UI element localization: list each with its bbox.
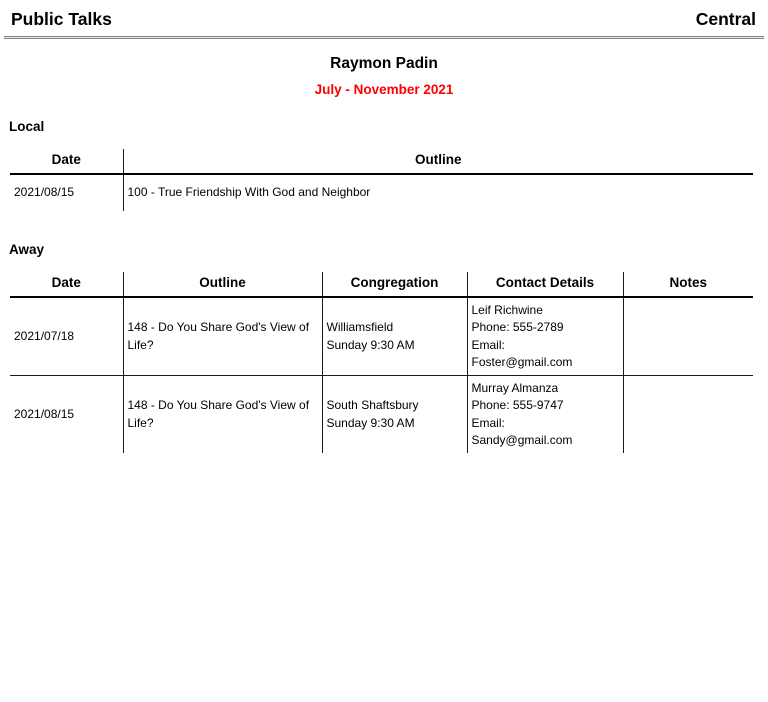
outline-cell: 100 - True Friendship With God and Neighbor	[123, 174, 753, 211]
congregation-name: South Shaftsbury	[326, 398, 419, 412]
contact-email: Sandy@gmail.com	[471, 433, 573, 447]
corner-label: Central	[695, 9, 756, 29]
contact-phone: Phone: 555-2789	[471, 320, 564, 334]
date-cell: 2021/08/15	[14, 185, 75, 200]
contact-details-cell	[467, 297, 623, 376]
meeting-time: Sunday 9:30 AM	[326, 337, 415, 352]
away-header-row	[10, 272, 753, 297]
column-header-date: Date	[10, 149, 123, 174]
speaker-name: Raymon Padin	[330, 55, 438, 72]
table-row	[10, 376, 753, 454]
section-heading-local: Local	[9, 119, 45, 134]
meeting-time: Sunday 9:30 AM	[326, 415, 415, 430]
column-header-congregation: Congregation	[322, 272, 467, 297]
column-header-notes: Notes	[623, 272, 753, 297]
local-header-row	[10, 149, 753, 174]
contact-name: Leif Richwine	[471, 302, 543, 317]
header-divider	[4, 36, 764, 39]
column-header-date: Date	[10, 272, 123, 297]
contact-details-cell	[467, 376, 623, 454]
outline-cell: 148 - Do You Share God's View of Life?	[123, 297, 322, 376]
table-row	[10, 297, 753, 376]
outline-cell: 148 - Do You Share God's View of Life?	[123, 376, 322, 454]
contact-email: Foster@gmail.com	[471, 355, 573, 369]
contact-phone: Phone: 555-9747	[471, 398, 564, 412]
date-range: July - November 2021	[314, 82, 454, 97]
date-cell: 2021/08/15	[10, 376, 123, 454]
date-cell: 2021/07/18	[14, 328, 75, 343]
column-header-outline: Outline	[123, 272, 322, 297]
section-heading-away: Away	[9, 242, 45, 257]
local-talks-table	[10, 149, 753, 211]
document-header	[0, 0, 768, 30]
contact-email-label: Email:	[471, 415, 505, 430]
congregation-name: Williamsfield	[326, 320, 394, 334]
table-row	[10, 174, 753, 211]
notes-cell	[623, 297, 753, 376]
notes-cell	[623, 376, 753, 454]
page-title: Public Talks	[11, 9, 112, 29]
congregation-cell	[322, 376, 467, 454]
away-talks-table	[10, 272, 753, 453]
contact-name: Murray Almanza	[471, 380, 559, 395]
column-header-contact-details: Contact Details	[467, 272, 623, 297]
congregation-cell	[322, 297, 467, 376]
column-header-outline: Outline	[123, 149, 753, 174]
contact-email-label: Email:	[471, 337, 505, 352]
